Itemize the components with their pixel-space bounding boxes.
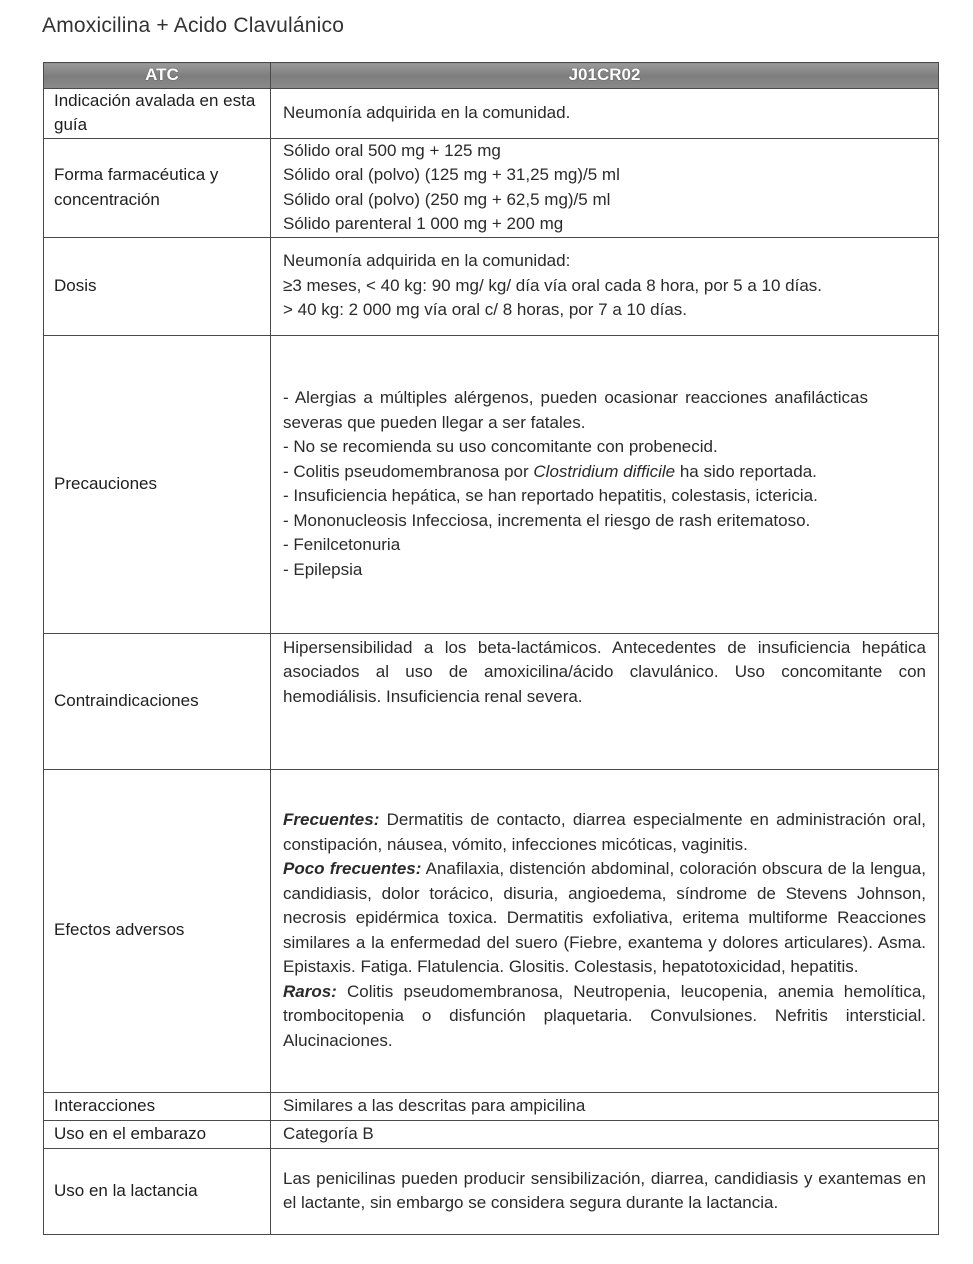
value-dosis (271, 237, 939, 335)
dosis-line: ≥3 meses, < 40 kg: 90 mg/ kg/ día vía oral cada 8 hora, por 5 a 10 días. (283, 275, 823, 295)
row-indicacion (44, 88, 939, 138)
precaucion-item: - Alergias a múltiples alérgenos, pueden ocasionar reacciones anafilácticas severas que pueden llegar a ser fatales. (283, 388, 868, 432)
bacteria-name: Clostridium difficile (533, 461, 676, 481)
dosis-line: Neumonía adquirida en la comunidad: (283, 251, 571, 271)
label-efectos: Efectos adversos (44, 769, 271, 1092)
label-dosis: Dosis (44, 237, 271, 335)
value-precauciones (271, 335, 939, 633)
efectos-raros: Raros: Colitis pseudomembranosa, Neutropenia, leucopenia, anemia hemolítica, trombocitopenia o disfunción plaquetaria. Convulsiones. Nefritis intersticial. Alucinaciones. (283, 981, 926, 1050)
atc-label: ATC (44, 63, 271, 89)
label-lactancia: Uso en la lactancia (44, 1148, 271, 1234)
row-dosis (44, 237, 939, 335)
forma-line: Sólido oral 500 mg + 125 mg (283, 140, 501, 160)
forma-line: Sólido oral (polvo) (250 mg + 62,5 mg)/5 ml (283, 189, 611, 209)
row-interacciones (44, 1092, 939, 1120)
atc-header-row (44, 63, 939, 89)
value-embarazo: Categoría B (271, 1120, 939, 1148)
value-efectos (271, 769, 939, 1092)
value-indicacion: Neumonía adquirida en la comunidad. (271, 88, 939, 138)
atc-code: J01CR02 (271, 63, 939, 89)
label-embarazo: Uso en el embarazo (44, 1120, 271, 1148)
precaucion-item: - Fenilcetonuria (283, 535, 401, 554)
row-contraindicaciones (44, 633, 939, 769)
forma-line: Sólido oral (polvo) (125 mg + 31,25 mg)/5 ml (283, 165, 620, 184)
precaucion-item: - Epilepsia (283, 559, 363, 579)
precaucion-item: - No se recomienda su uso concomitante con probenecid. (283, 437, 718, 456)
label-precauciones: Precauciones (44, 335, 271, 633)
label-indicacion: Indicación avalada en esta guía (44, 88, 271, 138)
drug-info-table (43, 62, 939, 1235)
row-forma (44, 138, 939, 237)
precaucion-item: - Mononucleosis Infecciosa, incrementa el riesgo de rash eritematoso. (283, 510, 811, 530)
dosis-line: > 40 kg: 2 000 mg vía oral c/ 8 horas, por 7 a 10 días. (283, 300, 687, 320)
value-interacciones: Similares a las descritas para ampicilina (271, 1092, 939, 1120)
efectos-frecuentes: Frecuentes: Dermatitis de contacto, diarrea especialmente en administración oral, constipación, náusea, vómito, infecciones micóticas, vaginitis. (283, 810, 926, 854)
value-contraindicaciones: Hipersensibilidad a los beta-lactámicos. Antecedentes de insuficiencia hepática asociados al uso de amoxicilina/ácido clavulánico. Uso concomitante con hemodiálisis. Insuficiencia renal severa. (271, 633, 939, 769)
value-lactancia: Las penicilinas pueden producir sensibilización, diarrea, candidiasis y exantemas en el lactante, sin embargo se considera segura durante la lactancia. (271, 1148, 939, 1234)
drug-title: Amoxicilina + Acido Clavulánico (42, 14, 345, 37)
precaucion-item: - Insuficiencia hepática, se han reportado hepatitis, colestasis, ictericia. (283, 486, 818, 505)
row-precauciones (44, 335, 939, 633)
forma-line: Sólido parenteral 1 000 mg + 200 mg (283, 214, 564, 233)
value-forma (271, 138, 939, 237)
label-forma: Forma farmacéutica y concentración (44, 138, 271, 237)
row-embarazo (44, 1120, 939, 1148)
precaucion-item: - Colitis pseudomembranosa por Clostridium difficile ha sido reportada. (283, 461, 817, 481)
efectos-poco-frecuentes: Poco frecuentes: Anafilaxia, distención abdominal, coloración obscura de la lengua, candidiasis, dolor torácico, disuria, angioedema, síndrome de Stevens Johnson, necrosis epidérmica toxica. Dermatitis exfoliativa, eritema multiforme Reacciones similares a la enfermedad del suero (Fiebre, exantema y dolores articulares). Asma. Epistaxis. Fatiga. Flatulencia. Glositis. Colestasis, hepatotoxicidad, hepatitis. (283, 859, 926, 976)
label-interacciones: Interacciones (44, 1092, 271, 1120)
row-efectos (44, 769, 939, 1092)
label-contraindicaciones: Contraindicaciones (44, 633, 271, 769)
row-lactancia (44, 1148, 939, 1234)
